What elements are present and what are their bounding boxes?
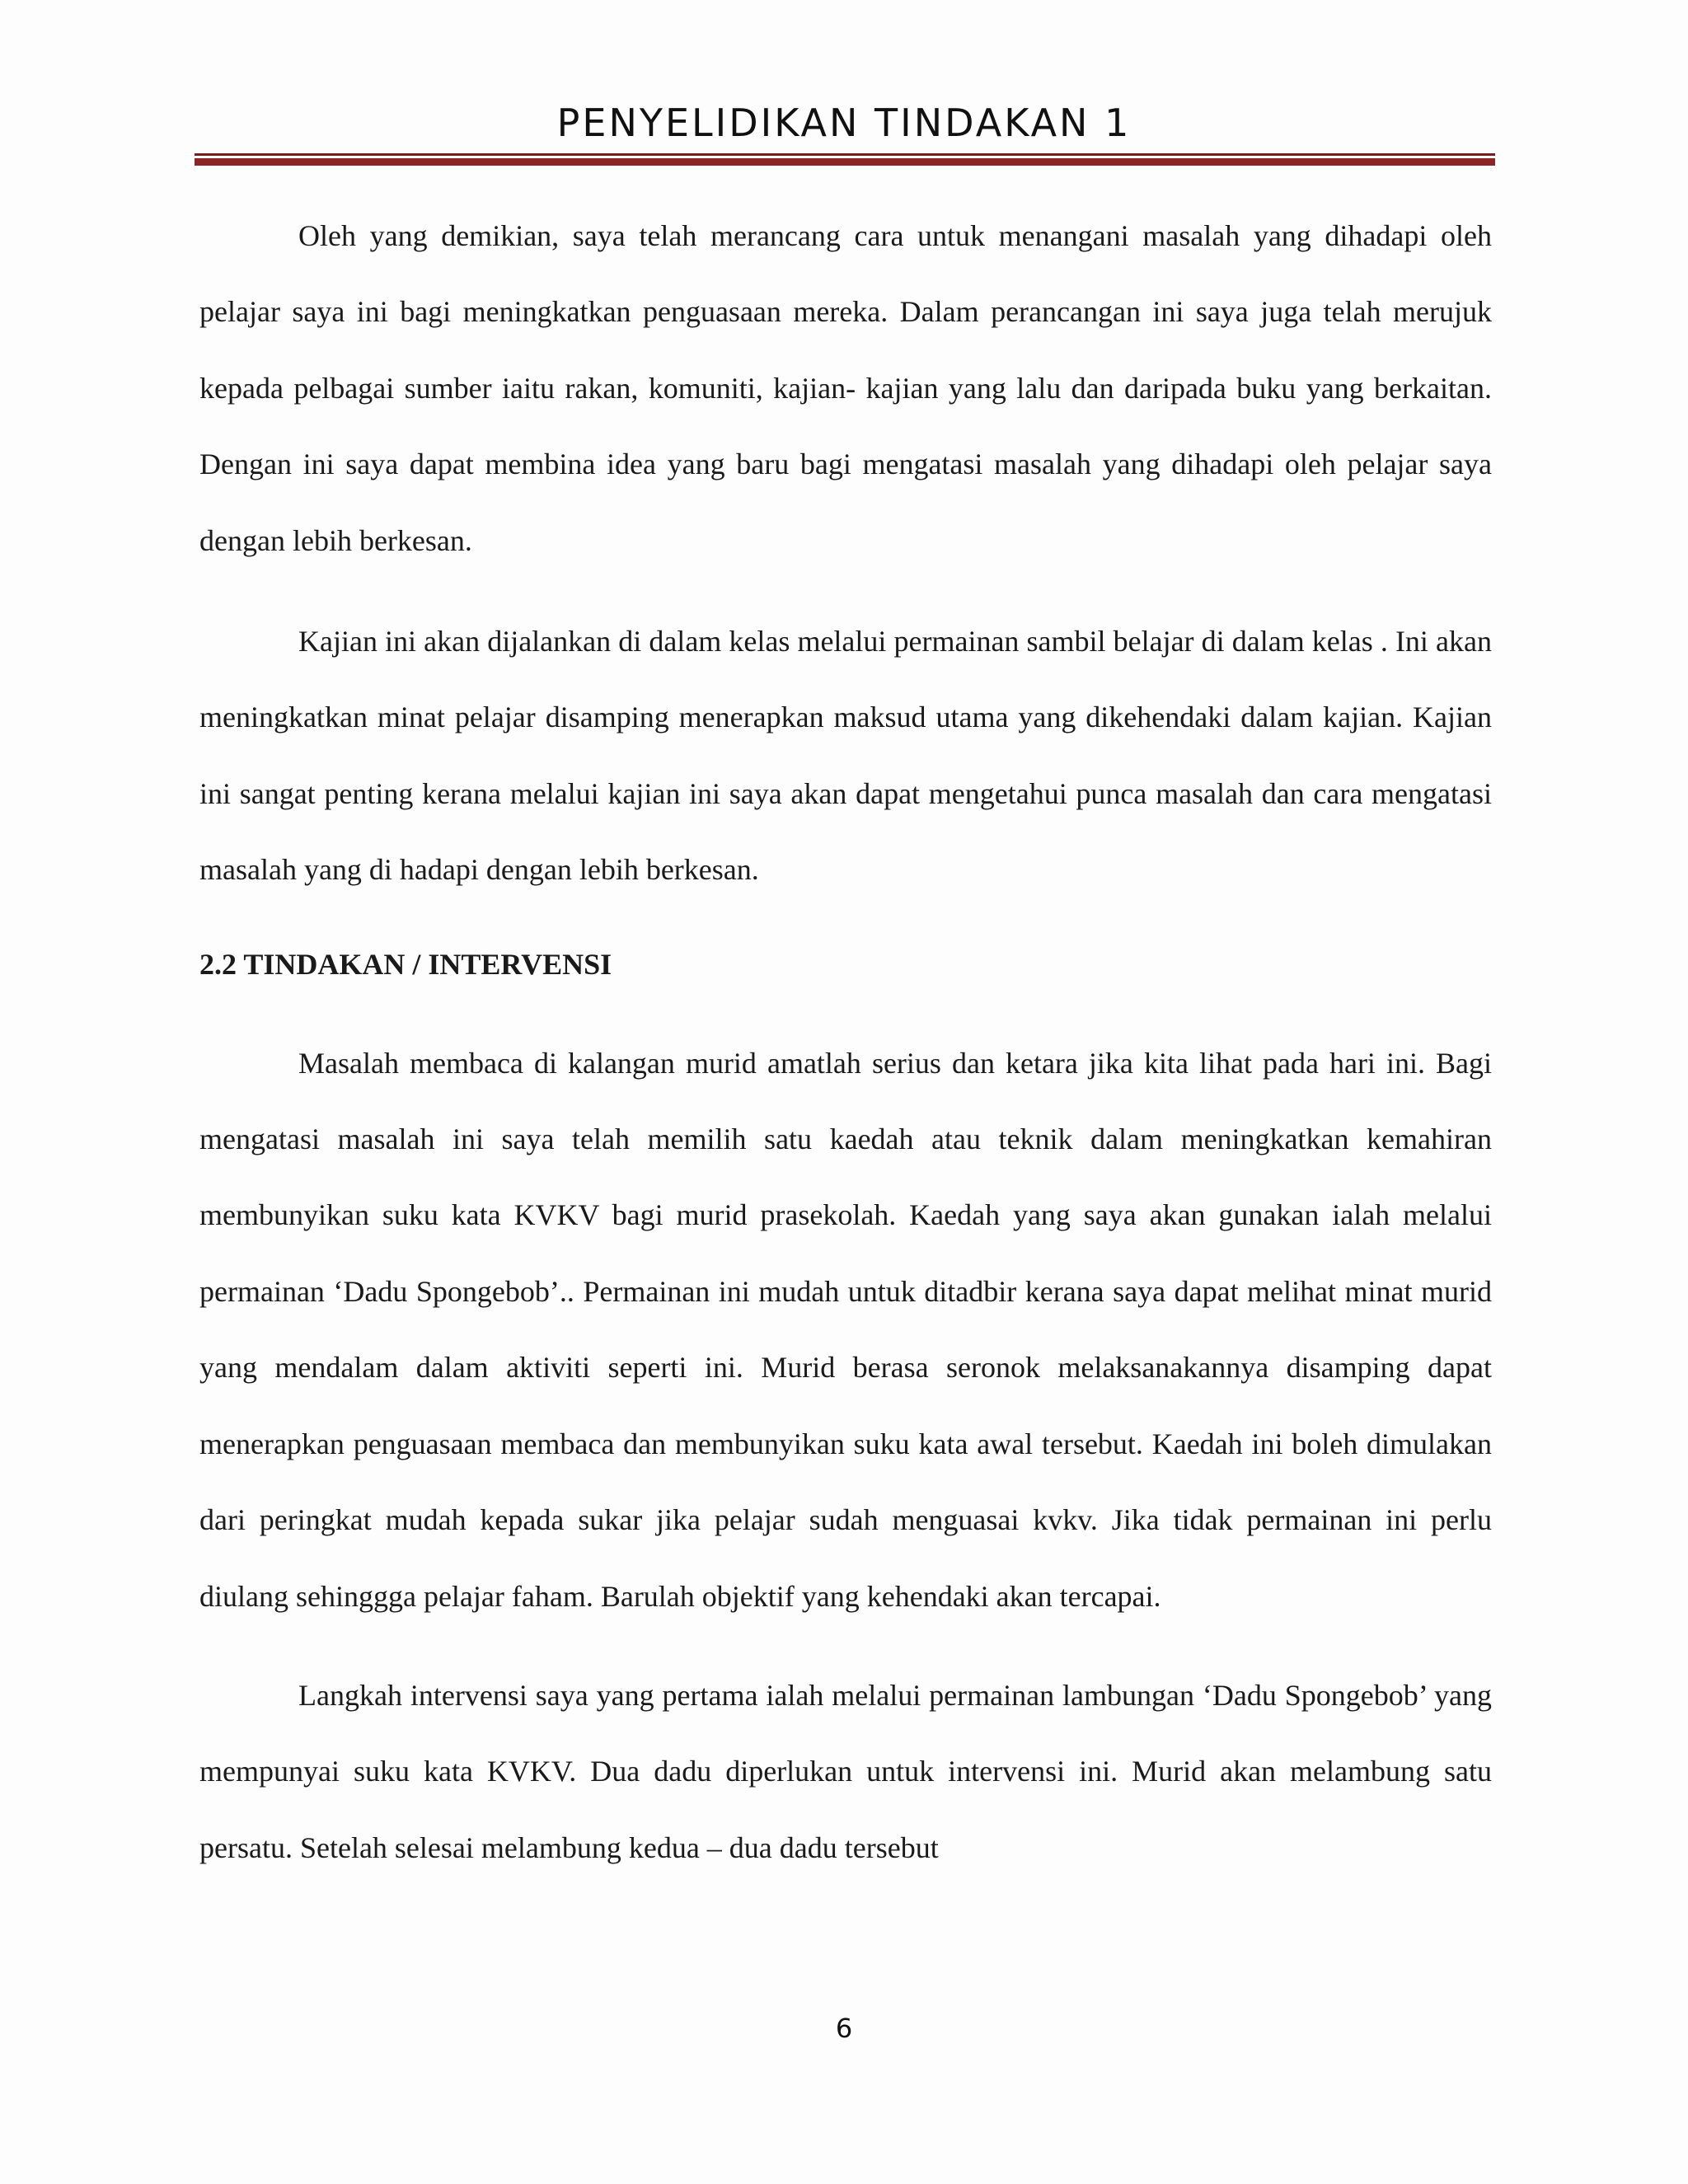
header-rule-thick <box>195 158 1495 166</box>
section-heading: 2.2 TINDAKAN / INTERVENSI <box>199 947 612 981</box>
paragraph-4-text: Langkah intervensi saya yang pertama ialah melalui permainan lambungan ‘Dadu Spongebob’ yang mempunyai suku kata KVKV. Dua dadu diperlukan untuk intervensi ini. Murid akan melambung satu persatu. Setelah selesai melambung kedua – dua dadu tersebut <box>199 1678 1492 1864</box>
paragraph-3 <box>199 1025 1492 1634</box>
body-text <box>199 198 1492 1886</box>
page-header-title: PENYELIDIKAN TINDAKAN 1 <box>556 101 1132 145</box>
paragraph-1-text: Oleh yang demikian, saya telah merancang cara untuk menangani masalah yang dihadapi oleh pelajar saya ini bagi meningkatkan penguasaan mereka. Dalam perancangan ini saya juga telah merujuk kepada pelbagai sumber iaitu rakan, komuniti, kajian- kajian yang lalu dan daripada buku yang berkaitan. Dengan ini saya dapat membina idea yang baru bagi mengatasi masalah yang dihadapi oleh pelajar saya dengan lebih berkesan. <box>199 219 1492 557</box>
header-rule-thin <box>195 153 1495 156</box>
paragraph-2 <box>199 603 1492 908</box>
page-number: 6 <box>835 2013 853 2044</box>
paragraph-2-text: Kajian ini akan dijalankan di dalam kelas melalui permainan sambil belajar di dalam kelas . Ini akan meningkatkan minat pelajar disamping menerapkan maksud utama yang dikehendaki dalam kajian. Kajian ini sangat penting kerana melalui kajian ini saya akan dapat mengetahui punca masalah dan cara mengatasi masalah yang di hadapi dengan lebih berkesan. <box>199 625 1492 887</box>
paragraph-3-text: Masalah membaca di kalangan murid amatlah serius dan ketara jika kita lihat pada hari ini. Bagi mengatasi masalah ini saya telah memilih satu kaedah atau teknik dalam meningkatkan kemahiran membunyikan suku kata KVKV bagi murid prasekolah. Kaedah yang saya akan gunakan ialah melalui permainan ‘Dadu Spongebob’.. Permainan ini mudah untuk ditadbir kerana saya dapat melihat minat murid yang mendalam dalam aktiviti seperti ini. Murid berasa seronok melaksanakannya disamping dapat menerapkan penguasaan membaca dan membunyikan suku kata awal tersebut. Kaedah ini boleh dimulakan dari peringkat mudah kepada sukar jika pelajar sudah menguasai kvkv. Jika tidak permainan ini perlu diulang sehinggga pelajar faham. Barulah objektif yang kehendaki akan tercapai. <box>199 1046 1492 1613</box>
paragraph-1 <box>199 198 1492 579</box>
paragraph-4 <box>199 1657 1492 1886</box>
